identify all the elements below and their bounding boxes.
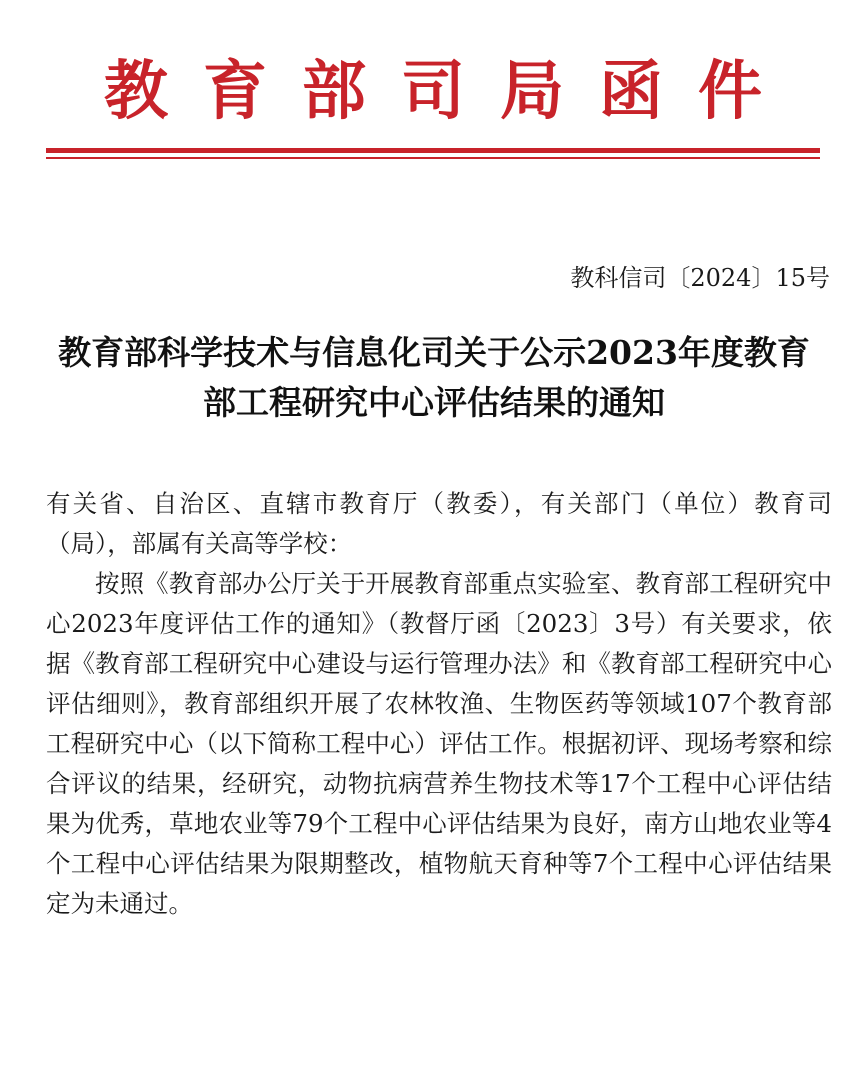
letterhead-divider-thin bbox=[46, 157, 820, 159]
letterhead-char: 局 bbox=[500, 54, 564, 129]
letterhead-char: 部 bbox=[302, 54, 366, 129]
letterhead-title bbox=[40, 52, 830, 132]
letterhead-char: 司 bbox=[401, 54, 465, 129]
document-body bbox=[46, 484, 832, 924]
body-paragraph: 按照《教育部办公厅关于开展教育部重点实验室、教育部工程研究中心2023年度评估工作的通知》（教督厅函〔2023〕3号）有关要求，依据《教育部工程研究中心建设与运行管理办法》和《教育部工程研究中心评估细则》，教育部组织开展了农林牧渔、生物医药等领域107个教育部工程研究中心（以下简称工程中心）评估工作。根据初评、现场考察和综合评议的结果，经研究，动物抗病营养生物技术等17个工程中心评估结果为优秀，草地农业等79个工程中心评估结果为良好，南方山地农业等4个工程中心评估结果为限期整改，植物航天育种等7个工程中心评估结果定为未通过。 bbox=[46, 569, 832, 918]
letterhead-char: 教 bbox=[104, 54, 168, 129]
letterhead-char: 件 bbox=[698, 54, 762, 129]
letterhead-char: 函 bbox=[599, 54, 663, 129]
letterhead-char: 育 bbox=[203, 54, 267, 129]
salutation: 有关省、自治区、直辖市教育厅（教委），有关部门（单位）教育司（局），部属有关高等学校： bbox=[46, 489, 832, 558]
document-number: 教科信司〔2024〕15号 bbox=[570, 264, 830, 292]
document-title: 教育部科学技术与信息化司关于公示2023年度教育部工程研究中心评估结果的通知 bbox=[58, 333, 810, 422]
letterhead-divider-thick bbox=[46, 148, 820, 153]
